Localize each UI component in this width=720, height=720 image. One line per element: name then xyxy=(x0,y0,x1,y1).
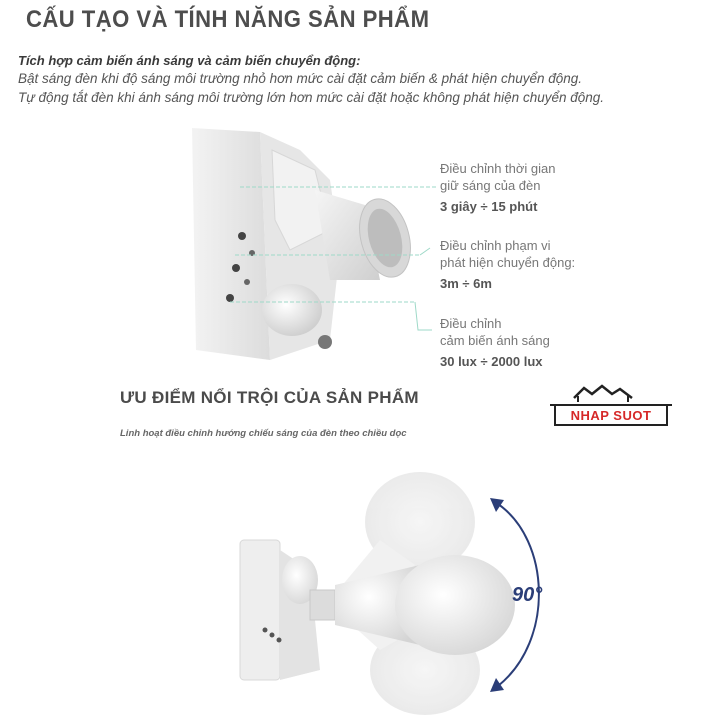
intro-line-1: Bật sáng đèn khi độ sáng môi trường nhỏ hơn mức cài đặt cảm biến & phát hiện chuyển động. xyxy=(18,71,583,86)
page-title: CẤU TẠO VÀ TÍNH NĂNG SẢN PHẨM xyxy=(26,6,430,33)
spec-time: Điều chỉnh thời gian giữ sáng của đèn 3 giây ÷ 15 phút xyxy=(440,161,556,214)
angle-label: 90° xyxy=(512,584,543,606)
intro-line-2: Tự động tắt đèn khi ánh sáng môi trường lớn hơn mức cài đặt hoặc không phát hiện chuyển động. xyxy=(18,90,605,105)
intro-heading: Tích hợp cảm biến ánh sáng và cảm biến chuyển động: xyxy=(18,53,361,68)
spec-range: Điều chỉnh phạm vi phát hiện chuyển động: 3m ÷ 6m xyxy=(440,238,576,291)
advantages-title: ƯU ĐIỂM NỔI TRỘI CỦA SẢN PHẨM xyxy=(120,388,419,407)
brand-logo xyxy=(548,380,680,440)
logo-text: NHAP SUOT xyxy=(570,408,652,423)
wall-plate xyxy=(240,540,280,680)
spec-lux: Điều chỉnh cảm biến ánh sáng 30 lux ÷ 2000 lux xyxy=(440,316,550,369)
advantages-line: Linh hoạt điều chỉnh hướng chiếu sáng của đèn theo chiều dọc xyxy=(120,428,407,439)
